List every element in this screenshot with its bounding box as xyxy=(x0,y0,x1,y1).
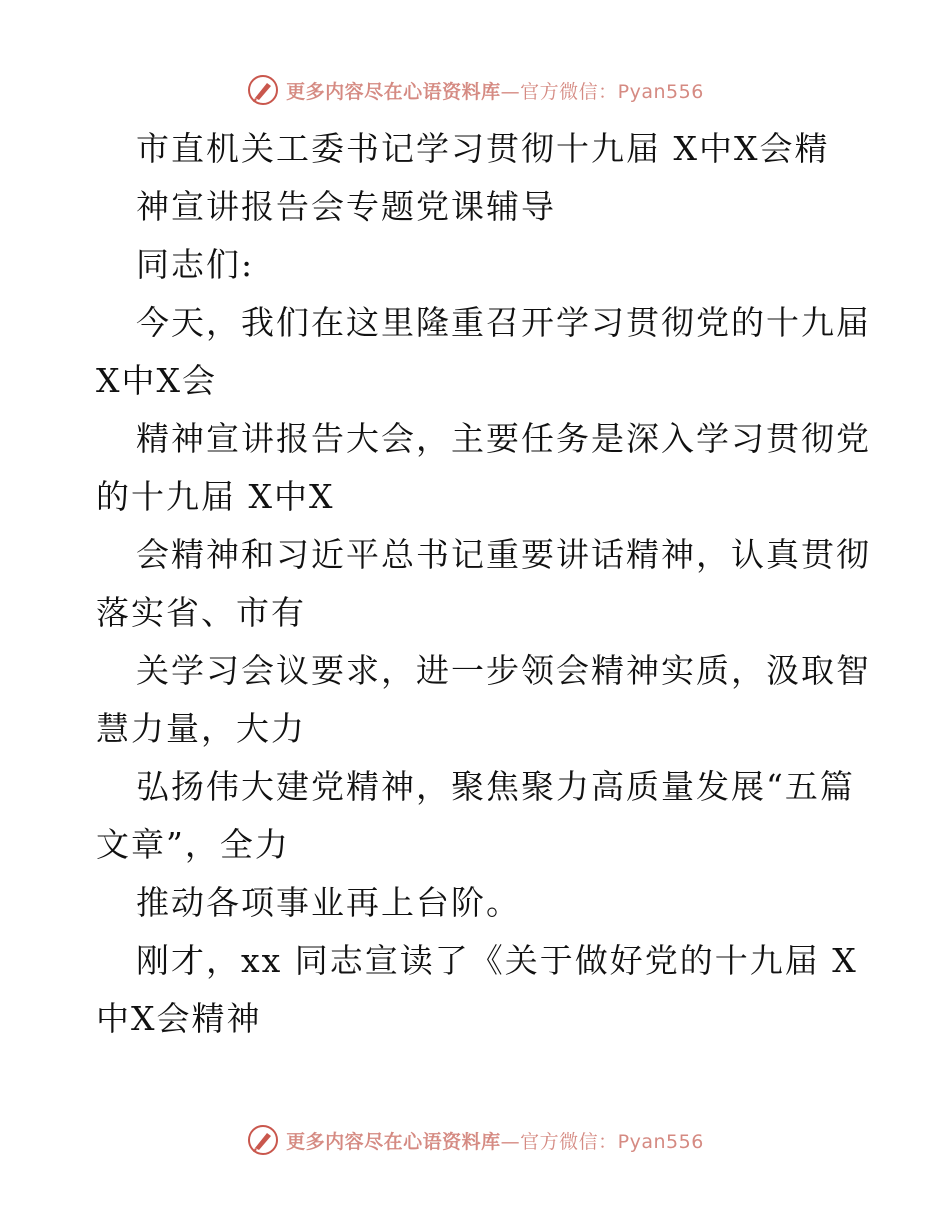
paragraph-line: 今天，我们在这里隆重召开学习贯彻党的十九届 xyxy=(136,303,871,342)
watermark-brand: 更多内容尽在心语资料库 xyxy=(286,80,501,103)
pen-logo-icon xyxy=(246,73,280,107)
document-body xyxy=(96,120,871,1048)
paragraph-line: 刚才，xx 同志宣读了《关于做好党的十九届 X xyxy=(136,941,858,980)
header-watermark xyxy=(0,70,950,110)
paragraph-line: 关学习会议要求，进一步领会精神实质，汲取智 xyxy=(136,651,871,690)
paragraph-line: 落实省、市有 xyxy=(96,593,306,632)
paragraph-line: 推动各项事业再上台阶。 xyxy=(136,883,521,922)
pen-logo-icon xyxy=(246,1123,280,1157)
title-line-1: 市直机关工委书记学习贯彻十九届 X中X会精 xyxy=(136,129,830,168)
salutation: 同志们: xyxy=(136,245,255,284)
watermark-text xyxy=(286,77,704,104)
footer-watermark xyxy=(0,1120,950,1160)
title-line-2: 神宣讲报告会专题党课辅导 xyxy=(136,187,556,226)
watermark-brand: 更多内容尽在心语资料库 xyxy=(286,1130,501,1153)
watermark-contact: —官方微信：Pyan556 xyxy=(500,1130,704,1153)
paragraph-line: 会精神和习近平总书记重要讲话精神，认真贯彻 xyxy=(136,535,871,574)
paragraph-line: 文章”，全力 xyxy=(96,825,290,864)
paragraph-line: 的十九届 X中X xyxy=(96,477,335,516)
paragraph-line: 弘扬伟大建党精神，聚焦聚力高质量发展“五篇 xyxy=(136,767,855,806)
paragraph-line: 慧力量，大力 xyxy=(96,709,306,748)
watermark-text xyxy=(286,1127,704,1154)
paragraph-line: X中X会 xyxy=(96,361,217,400)
paragraph-line: 精神宣讲报告大会，主要任务是深入学习贯彻党 xyxy=(136,419,871,458)
paragraph-line: 中X会精神 xyxy=(96,999,262,1038)
watermark-contact: —官方微信：Pyan556 xyxy=(500,80,704,103)
